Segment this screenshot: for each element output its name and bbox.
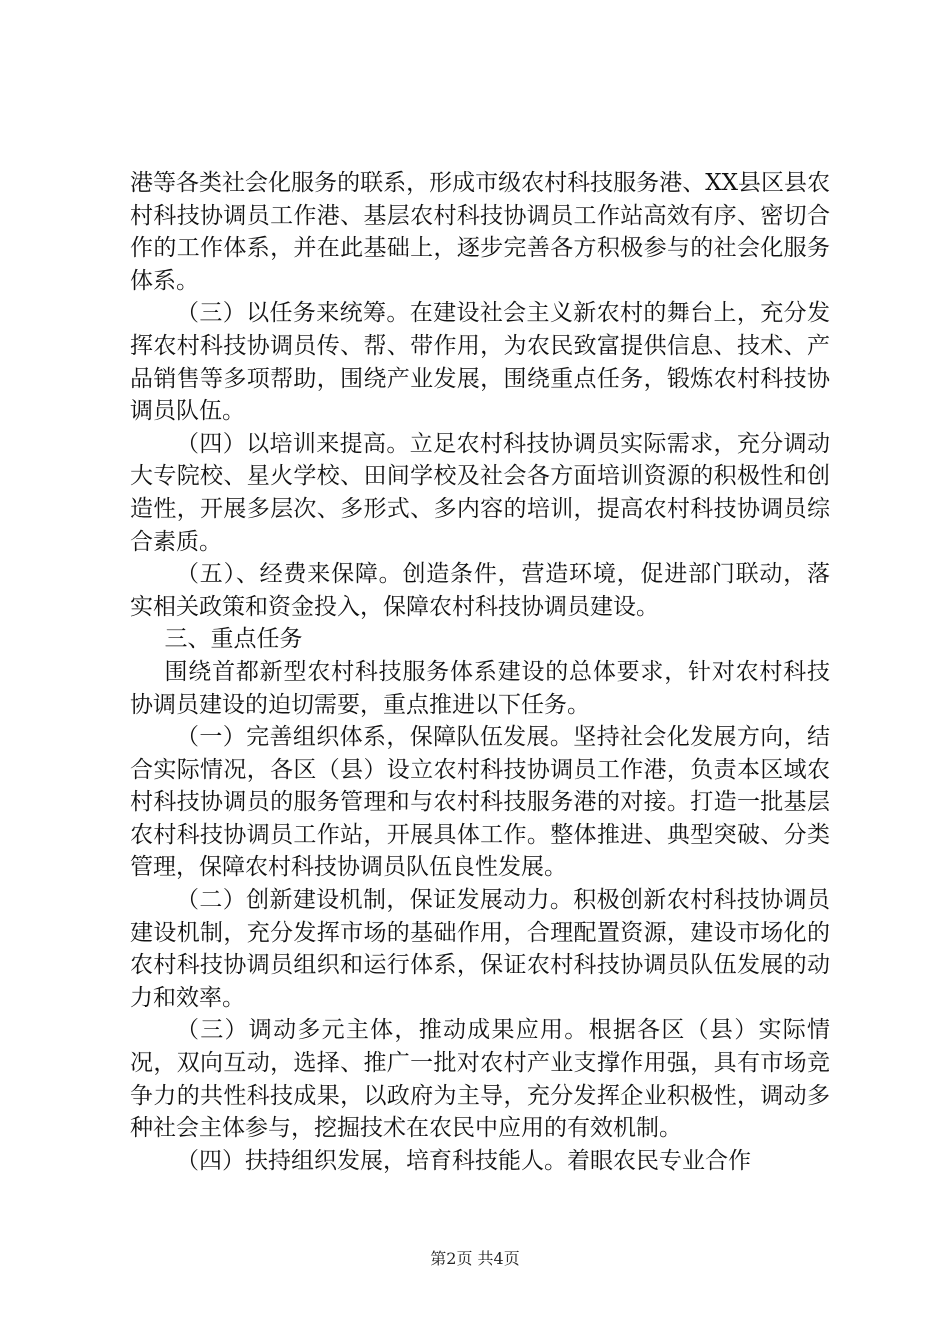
paragraph-5: 围绕首都新型农村科技服务体系建设的总体要求，针对农村科技协调员建设的迫切需要，重点推进以下任务。 [130, 658, 830, 718]
paragraph-3: （四）以培训来提高。立足农村科技协调员实际需求，充分调动大专院校、星火学校、田间学校及社会各方面培训资源的积极性和创造性，开展多层次、多形式、多内容的培训，提高农村科技协调员综合素质。 [130, 430, 830, 555]
paragraph-7: （二）创新建设机制，保证发展动力。积极创新农村科技协调员建设机制，充分发挥市场的基础作用，合理配置资源，建设市场化的农村科技协调员组织和运行体系，保证农村科技协调员队伍发展的动力和效率。 [130, 887, 830, 1011]
paragraph-1: 港等各类社会化服务的联系，形成市级农村科技服务港、XX县区县农村科技协调员工作港、基层农村科技协调员工作站高效有序、密切合作的工作体系，并在此基础上，逐步完善各方积极参与的社会化服务体系。 [130, 170, 830, 294]
paragraph-6: （一）完善组织体系，保障队伍发展。坚持社会化发展方向，结合实际情况，各区（县）设立农村科技协调员工作港，负责本区域农村科技协调员的服务管理和与农村科技服务港的对接。打造一批基层农村科技协调员工作站，开展具体工作。整体推进、典型突破、分类管理，保障农村科技协调员队伍良性发展。 [130, 724, 830, 881]
paragraph-9: （四）扶持组织发展，培育科技能人。着眼农民专业合作 [176, 1147, 751, 1174]
section-heading: 三、重点任务 [164, 626, 303, 653]
paragraph-2: （三）以任务来统筹。在建设社会主义新农村的舞台上，充分发挥农村科技协调员传、帮、带作用，为农民致富提供信息、技术、产品销售等多项帮助，围绕产业发展，围绕重点任务，锻炼农村科技协调员队伍。 [130, 300, 830, 425]
document-body [130, 167, 830, 1177]
paragraph-4: （五）、经费来保障。创造条件，营造环境，促进部门联动，落实相关政策和资金投入，保障农村科技协调员建设。 [130, 561, 830, 620]
paragraph-8: （三）调动多元主体，推动成果应用。根据各区（县）实际情况，双向互动，选择、推广一批对农村产业支撑作用强，具有市场竞争力的共性科技成果，以政府为主导，充分发挥企业积极性，调动多种社会主体参与，挖掘技术在农民中应用的有效机制。 [130, 1017, 830, 1142]
page-footer: 第2页 共4页 [430, 1249, 520, 1268]
